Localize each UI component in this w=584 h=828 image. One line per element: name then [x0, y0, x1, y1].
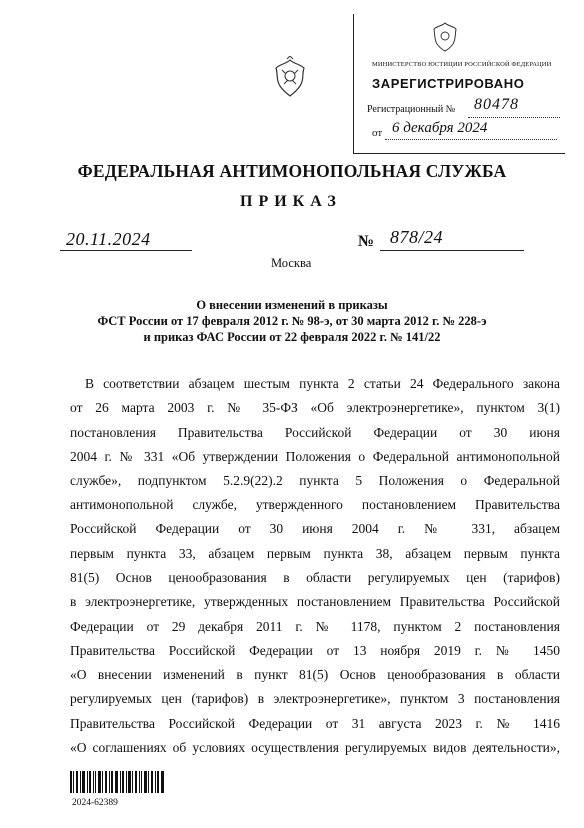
body-line: антимонопольной службе, утвержденного постановлением Правительства [70, 497, 560, 512]
body-line: в электроэнергетике, утвержденных постановлением Правительства Российской [70, 594, 560, 609]
title-line-2: ФСТ России от 17 февраля 2012 г. № 98-э, от 30 марта 2012 г. № 228-э [97, 314, 487, 328]
order-number: 878/24 [390, 227, 444, 247]
body-line: В соответствии абзацем шестым пункта 2 статьи 24 Федерального закона [85, 376, 560, 391]
stamp-regnum-line [468, 117, 560, 118]
stamp-date-line [385, 139, 557, 140]
agency-name: ФЕДЕРАЛЬНАЯ АНТИМОНОПОЛЬНАЯ СЛУЖБА [77, 161, 507, 181]
body-line: «О внесении изменений в пункт 81(5) Основ ценообразования в области [70, 667, 560, 682]
title-line-3: и приказ ФАС России от 22 февраля 2022 г. № 141/22 [143, 330, 441, 344]
stamp-date-prefix: от [372, 127, 383, 139]
body-line: Федерации от 29 декабря 2011 г. № 1178, пунктом 2 постановления [70, 619, 560, 634]
barcode-icon [70, 771, 164, 793]
stamp-regnum-value: 80478 [474, 96, 519, 113]
body-line: первым пункта 33, абзацем первым пункта 38, абзацем первым пункта [70, 546, 560, 561]
barcode-text: 2024-62389 [72, 798, 118, 808]
body-line: 81(5) Основ ценообразования в области регулируемых цен (тарифов) [70, 570, 560, 585]
body-line: Правительства Российской Федерации от 13 ноября 2019 г. № 1450 [70, 643, 560, 658]
title-line-1: О внесении изменений в приказы [196, 298, 388, 312]
order-date: 20.11.2024 [66, 229, 151, 249]
order-date-line [60, 250, 192, 251]
order-number-line [380, 250, 524, 251]
body-line: Правительства Российской Федерации от 31 августа 2023 г. № 1416 [70, 716, 560, 731]
coat-of-arms-icon [270, 56, 310, 100]
order-number-label: № [358, 233, 375, 250]
body-line: постановления Правительства Российской Федерации от 30 июня [70, 425, 560, 440]
stamp-date-value: 6 декабря 2024 [392, 120, 488, 136]
stamp-ministry: МИНИСТЕРСТВО ЮСТИЦИИ РОССИЙСКОЙ ФЕДЕРАЦИИ [372, 61, 552, 68]
stamp-regnum-label: Регистрационный № [367, 104, 456, 115]
body-line: Российской Федерации от 30 июня 2004 г. № 331, абзацем [70, 521, 560, 536]
body-line: «О соглашениях об условиях осуществления регулируемых видов деятельности», [70, 740, 560, 755]
body-line: службе», подпунктом 5.2.9(22).2 пункта 5 Положения о Федеральной [70, 473, 560, 488]
document-type: ПРИКАЗ [240, 193, 342, 210]
stamp-registered: ЗАРЕГИСТРИРОВАНО [372, 76, 525, 91]
body-line: от 26 марта 2003 г. № 35-ФЗ «Об электроэнергетике», пунктом 3(1) [70, 400, 560, 415]
stamp-coat-of-arms-icon [428, 20, 462, 54]
order-city: Москва [271, 256, 312, 270]
body-line: 2004 г. № 331 «Об утверждении Положения о Федеральной антимонопольной [70, 449, 560, 464]
body-line: регулируемых цен (тарифов) в электроэнергетике», пунктом 3 постановления [70, 691, 560, 706]
